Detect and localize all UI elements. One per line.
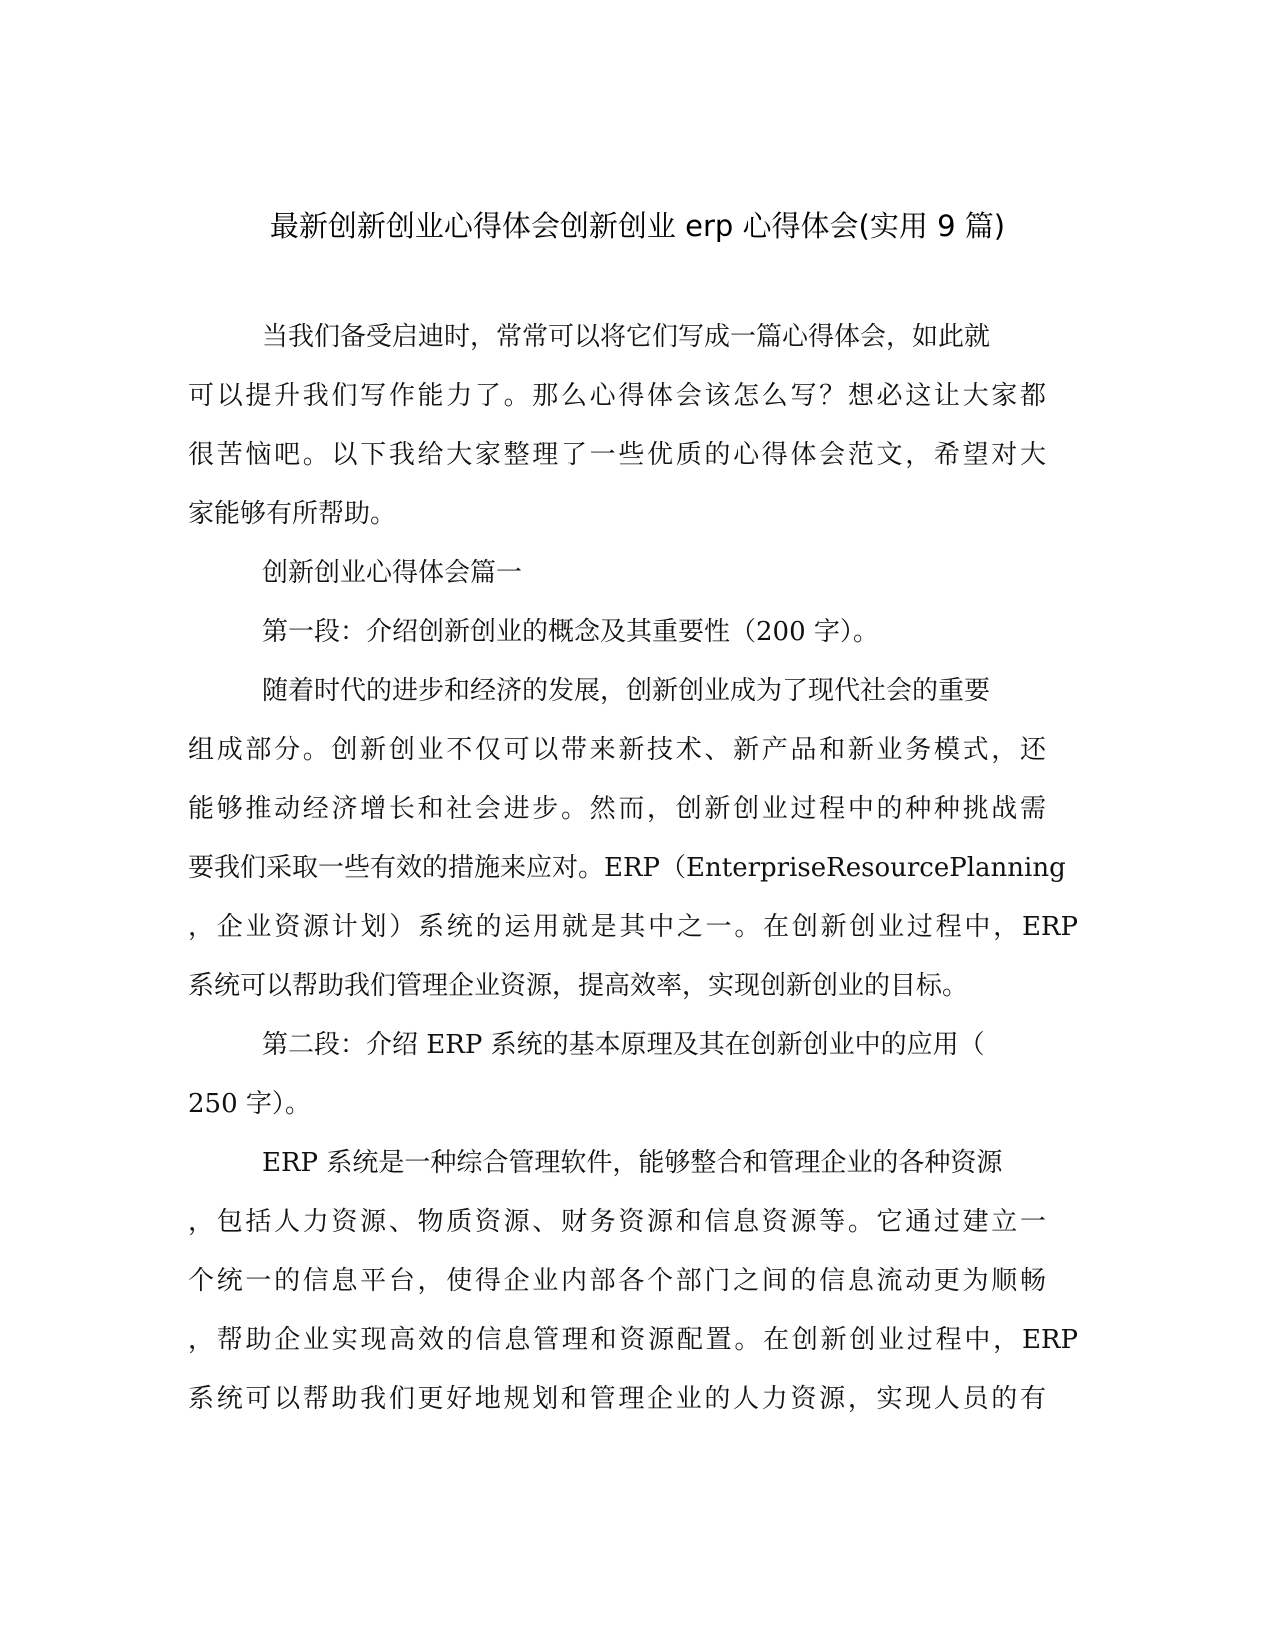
subheading-continuation: 250 字）。 — [188, 1089, 311, 1119]
section-heading: 创新创业心得体会篇一 — [262, 558, 523, 588]
paragraph-line: 组成部分。创新创业不仅可以带来新技术、新产品和新业务模式，还 — [188, 735, 1046, 765]
paragraph-line: ，企业资源计划）系统的运用就是其中之一。在创新创业过程中，ERP — [188, 912, 1078, 942]
paragraph-line: ERP 系统是一种综合管理软件，能够整合和管理企业的各种资源 — [262, 1148, 1003, 1178]
paragraph-line: ，帮助企业实现高效的信息管理和资源配置。在创新创业过程中，ERP — [188, 1325, 1078, 1355]
document-title: 最新创新创业心得体会创新创业 erp 心得体会(实用 9 篇) — [269, 209, 1006, 243]
paragraph-line: 个统一的信息平台，使得企业内部各个部门之间的信息流动更为顺畅 — [188, 1266, 1046, 1296]
paragraph-line: 要我们采取一些有效的措施来应对。ERP（EnterpriseResourcePlanning — [188, 853, 1066, 883]
paragraph-line: 家能够有所帮助。 — [188, 499, 397, 529]
paragraph-line: 随着时代的进步和经济的发展，创新创业成为了现代社会的重要 — [262, 676, 991, 706]
paragraph-line: 可以提升我们写作能力了。那么心得体会该怎么写？想必这让大家都 — [188, 381, 1046, 411]
paragraph-line: ，包括人力资源、物质资源、财务资源和信息资源等。它通过建立一 — [188, 1207, 1046, 1237]
paragraph-line: 很苦恼吧。以下我给大家整理了一些优质的心得体会范文，希望对大 — [188, 440, 1046, 470]
paragraph-line: 能够推动经济增长和社会进步。然而，创新创业过程中的种种挑战需 — [188, 794, 1046, 824]
paragraph-line: 系统可以帮助我们管理企业资源，提高效率，实现创新创业的目标。 — [188, 971, 969, 1001]
subheading: 第一段：介绍创新创业的概念及其重要性（200 字）。 — [262, 617, 879, 647]
subheading: 第二段：介绍 ERP 系统的基本原理及其在创新创业中的应用（ — [262, 1030, 985, 1060]
paragraph-line: 系统可以帮助我们更好地规划和管理企业的人力资源，实现人员的有 — [188, 1384, 1046, 1414]
paragraph-line: 当我们备受启迪时，常常可以将它们写成一篇心得体会，如此就 — [262, 322, 991, 352]
